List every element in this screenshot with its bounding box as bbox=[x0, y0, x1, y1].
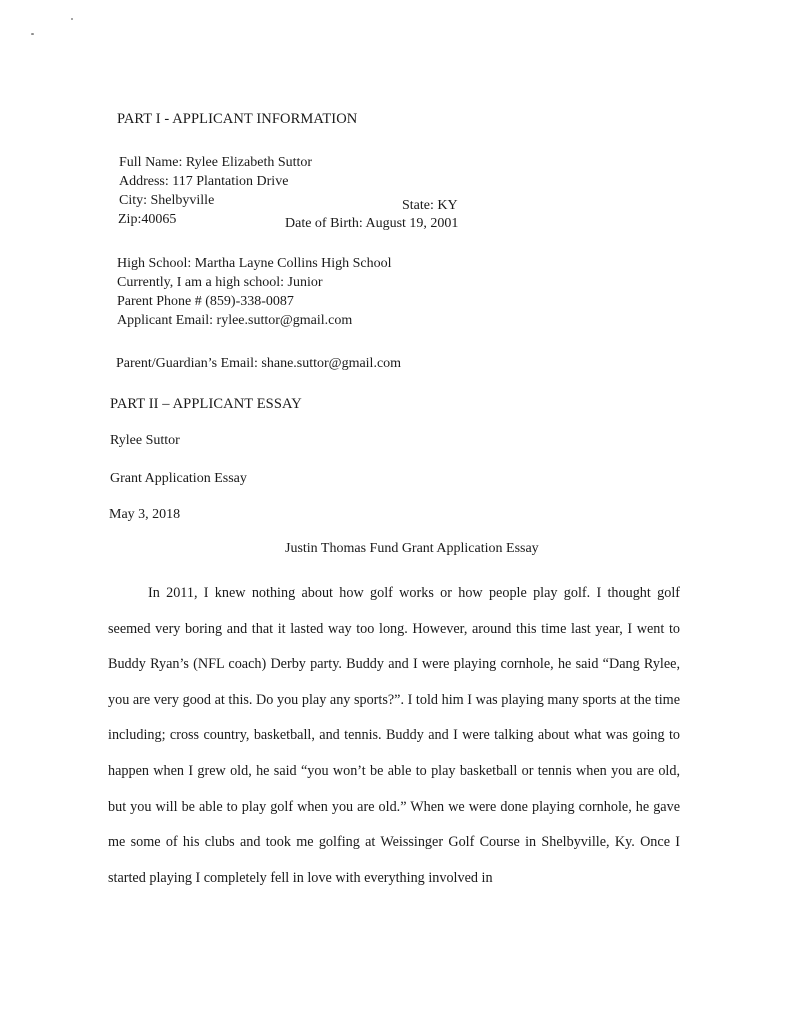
parent-phone: Parent Phone # (859)-338-0087 bbox=[117, 294, 294, 309]
part1-heading: PART I - APPLICANT INFORMATION bbox=[117, 111, 358, 127]
city: City: Shelbyville bbox=[119, 193, 215, 208]
grade: Currently, I am a high school: Junior bbox=[117, 275, 323, 290]
essay-paragraph: In 2011, I knew nothing about how golf works or how people play golf. I thought golf seemed very boring and that it lasted way too long. However, around this time last year, I went to Buddy Ryan’s (NFL coach) Derby party. Buddy and I were playing cornhole, he said “Dang Rylee, you are very good at this. Do you play any sports?”. I told him I was playing many sports at the time including; cross country, basketball, and tennis. Buddy and I were talking about what was going to happen when I grew old, he said “you won’t be able to play basketball or tennis when you are old, but you will be able to play golf when you are old.” When we were done playing cornhole, he gave me some of his clubs and took me golfing at Weissinger Golf Course in Shelbyville, Ky. Once I started playing I completely fell in love with everything involved in bbox=[108, 585, 680, 886]
scan-speck bbox=[71, 18, 73, 20]
address: Address: 117 Plantation Drive bbox=[119, 174, 289, 189]
essay-author: Rylee Suttor bbox=[110, 433, 180, 448]
essay-date: May 3, 2018 bbox=[109, 507, 181, 522]
applicant-email: Applicant Email: rylee.suttor@gmail.com bbox=[117, 313, 353, 328]
parent-email: Parent/Guardian’s Email: shane.suttor@gmail.com bbox=[116, 356, 402, 371]
part2-heading: PART II – APPLICANT ESSAY bbox=[110, 396, 302, 412]
zip: Zip:40065 bbox=[118, 212, 177, 227]
essay-title: Justin Thomas Fund Grant Application Essay bbox=[285, 541, 539, 556]
scan-speck bbox=[31, 33, 34, 35]
essay-doc-type: Grant Application Essay bbox=[110, 471, 247, 486]
date-of-birth: Date of Birth: August 19, 2001 bbox=[285, 216, 459, 231]
full-name: Full Name: Rylee Elizabeth Suttor bbox=[119, 155, 313, 170]
state: State: KY bbox=[402, 198, 458, 213]
high-school: High School: Martha Layne Collins High School bbox=[117, 256, 392, 271]
